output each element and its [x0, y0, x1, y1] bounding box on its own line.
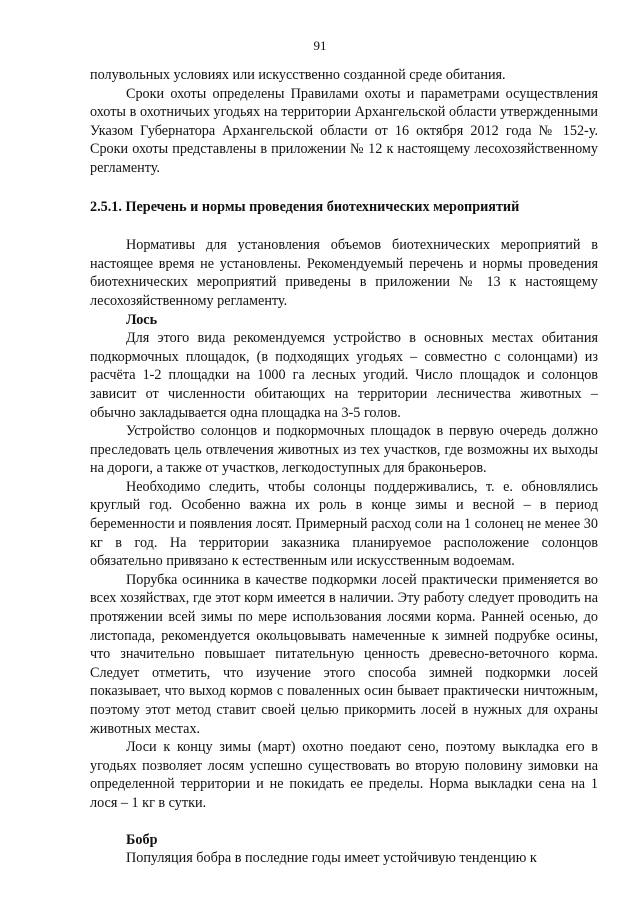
paragraph-feeding-sites: Для этого вида рекомендуемся устройство в основных местах обитания подкормочных площадок, (в подходящих угодьях – совместно с солонцами) из расчёта 1-2 площадки на 1000 га лесных угодий. Число площадок и солонцов зависит от численности обитающих на территории лесничества животных – обычно закладывается одна площадка на 3-5 голов.: [90, 330, 598, 421]
paragraph-continuation: полувольных условиях или искусственно созданной среде обитания.: [90, 67, 506, 83]
subheading-moose: Лось: [126, 311, 158, 328]
subheading-beaver: Бобр: [126, 831, 158, 848]
section-heading: 2.5.1. Перечень и нормы проведения биотехнических мероприятий: [90, 198, 520, 215]
paragraph-beaver-population: Популяция бобра в последние годы имеет устойчивую тенденцию к: [126, 850, 537, 867]
paragraph-hunting-terms: Сроки охоты определены Правилами охоты и параметрами осуществления охоты в охотничьих угодьях на территории Архангельской области утвержденными Указом Губернатора Архангельской области от 16 октября 2012 года № 152-у. Сроки охоты представлены в приложении № 12 к настоящему лесохозяйственному регламенту.: [90, 85, 598, 176]
paragraph-salt-licks-maintenance: Необходимо следить, чтобы солонцы поддерживались, т. е. обновлялись круглый год. Особенно важна их роль в конце зимы и весной – в период беременности и появления лосят. Примерный расход соли на 1 солонец не менее 30 кг в год. На территории заказника планируемое расположение солонцов обязательно привязано к естественным или искусственным водоемам.: [90, 478, 598, 570]
paragraph-hay-feeding: Лоси к концу зимы (март) охотно поедают сено, поэтому выкладка его в угодьях позволяет лосям успешно существовать во вторую половину зимовки на определенной территории и не покидать ее пределы. Норма выкладки сена на 1 лося – 1 кг в сутки.: [90, 739, 598, 811]
paragraph-aspen-cutting: Порубка осинника в качестве подкормки лосей практически применяется во всех хозяйствах, где этот корм имеется в наличии. Эту работу следует проводить на протяжении всей зимы по мере использования лосями корма. Ранней осенью, до листопада, рекомендуется окольцовывать намеченные к зимней подрубке осины, что значительно повышает питательную ценность древесно-веточного корма. Следует отметить, что изучение этого способа зимней подкормки лосей показывает, что выход кормов с поваленных осин бывает практически ничтожным, поэтому этот метод ставит своей целью прикормить лосей в нужных для охраны животных местах.: [90, 571, 598, 737]
paragraph-standards: Нормативы для установления объемов биотехнических мероприятий в настоящее время не установлены. Рекомендуемый перечень и нормы проведения биотехнических мероприятий приведены в приложении № 13 к настоящему лесохозяйственному регламенту.: [90, 237, 598, 309]
paragraph-salt-licks-purpose: Устройство солонцов и подкормочных площадок в первую очередь должно преследовать цель отвлечения животных из тех участков, где возможны их выходы на дороги, а также от участков, легкодоступных для браконьеров.: [90, 423, 598, 477]
page-number: 91: [313, 38, 327, 53]
document-body: [90, 66, 598, 868]
